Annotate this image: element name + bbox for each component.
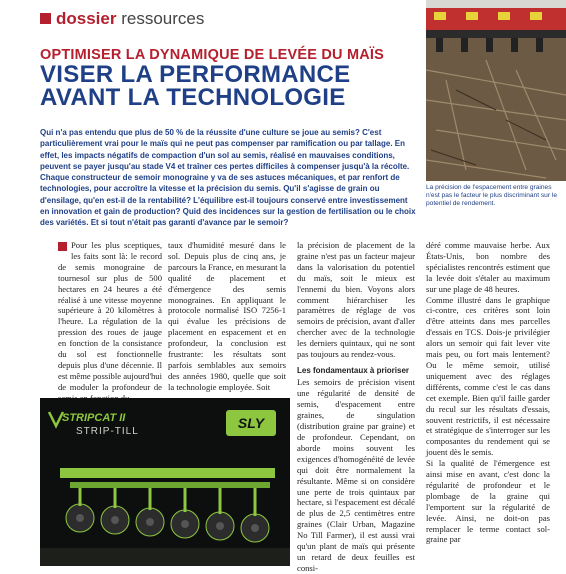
column-4-para-2: Comme illustré dans le graphique ci-contre, ces critères sont loin d'être atteints dans mes parcelles d'essais en TCS. Dois-je privilégier alors un semoir qui fait lever vite mais peu, ou fort mais lentement? Ou le même semoir, utilisé uniquement avec des réglages différents, comme c'est le cas dans cet exemple. Bien qu'il faille garder du recul sur les résultats d'essais, souvent restrictifs, il est nécessaire et stratégique de s'interroger sur les composantes du rendement qui se jouent dès le semis.	[426, 294, 550, 458]
photo-caption: La précision de l'espacement entre graines n'est pas le facteur le plus discriminant sur le potentiel de rendement.	[426, 184, 557, 207]
ad-subtitle: STRIP-TILL	[76, 426, 139, 437]
article-lead: Qui n'a pas entendu que plus de 50 % de la réussite d'une culture se joue au semis? C'est particulièrement vrai pour le maïs qui ne peut pas compenser par ramification ou par tallage. En effet, les impacts négatifs de compaction d'un sol au semis, réalisé en mauvaises conditions, peuvent se payer jusqu'au stade V4 et traîner ces pertes difficiles à compenser jusqu'à la récolte. Chaque constructeur de semoir monograine y va de ses astuces mécaniques, et par renfort de technologies, pour accroître la vitesse et la précision du semis. Qu'il s'agisse de grain ou d'ensilage, qu'en est-il de la rentabilité? L'équilibre est-il toujours conservé entre investissement en innovation et gain de production? Quid des incidences sur la gestion de fertilisation ou le choix des variétés. Et si tout n'était pas garanti d'avance par le semoir?	[40, 128, 416, 228]
sly-logo: SLY	[226, 410, 276, 436]
article-kicker: OPTIMISER LA DYNAMIQUE DE LEVÉE DU MAÏS	[40, 47, 385, 63]
column-2-text: taux d'humidité mesuré dans le sol. Depuis plus de cinq ans, je parcours la France, en mesurant la qualité de placement et d'émergence des semis monograines. En appliquant le protocole normalisé ISO 7256-1 qui évalue les précisions de placement en espacement et en profondeur, la conclusion est frustrante: les résultats sont parfois semblables aux semoirs des années 1980, quelle que soit la technologie employée. Soit	[168, 240, 286, 392]
ad-brand: STRIPCAT II	[62, 412, 126, 424]
section-name: dossier	[56, 9, 117, 28]
article-title	[40, 63, 350, 109]
section-square-icon	[40, 13, 51, 24]
field-seeder-photo	[426, 0, 566, 181]
column-2	[168, 240, 286, 393]
column-3-para-1: la précision de placement de la graine n'est pas un facteur majeur dans la valorisation du potentiel du maïs, soit le mieux est l'ennemi du bien. Voyons alors comment hiérarchiser les paramètres de réglage de vos semoirs de précision, avant d'aller chercher avec de la technologie les derniers quintaux, qui ne sont pas toujours au rendez-vous.	[297, 240, 415, 360]
title-line-2: AVANT LA TECHNOLOGIE	[40, 84, 346, 111]
column-3	[297, 240, 415, 574]
section-subname: ressources	[121, 9, 205, 28]
column-1-text: Pour les plus sceptiques, les faits sont là: le record de semis monograine de tournesol sur plus de 500 hectares en 24 heures a été réalisé à une vitesse moyenne supérieure à 20 kilomètres à l'heure. La régulation de la pression des roues de jauge en fonction de la consistance du sol est fonctionnelle depuis plus d'une décennie. Il est même possible aujourd'hui de moduler la profondeur de	[58, 240, 162, 392]
section-tag	[40, 9, 204, 29]
column-3-para-2: Les semoirs de précision visent une régularité de densité de semis, d'espacement entre graines, de singulation (distribution graine par graine) et de profondeur. Cependant, on aborde moins souvent les exigences d'homogénéité de levée qui doit être normalement la résultante. Même si on considère une perte de trois quintaux par hectare, si l'espacement est décalé de plus de 2,5 centimètres entre graines (Clair Urban, Magazine No Till Farmer), il est aussi vrai qu'un plant de maïs qui présente un retard de deux feuilles est consi-	[297, 377, 415, 573]
column-4	[426, 240, 550, 545]
subheading: Les fondamentaux à prioriser	[297, 365, 410, 375]
column-4-para-3: Si la qualité de l'émergence est ainsi mise en avant, c'est donc la régularité de profondeur et le plombage de la graine qui l'emportent sur la régularité de levée. Ainsi, ne doit-on pas remplacer le terme contact sol-graine par	[426, 458, 550, 545]
title-line-1: VISER LA PERFORMANCE	[40, 61, 351, 88]
striptill-machine-illustration	[40, 448, 290, 566]
column-4-para-1: déré comme mauvaise herbe. Aux États-Unis, bon nombre des spécialistes rencontrés estiment que la levée doit s'étaler au maximum sur une plage de 48 heures.	[426, 240, 550, 294]
paragraph-marker-icon	[58, 242, 67, 251]
column-1	[58, 240, 162, 404]
stripcat-advertisement	[40, 398, 290, 566]
